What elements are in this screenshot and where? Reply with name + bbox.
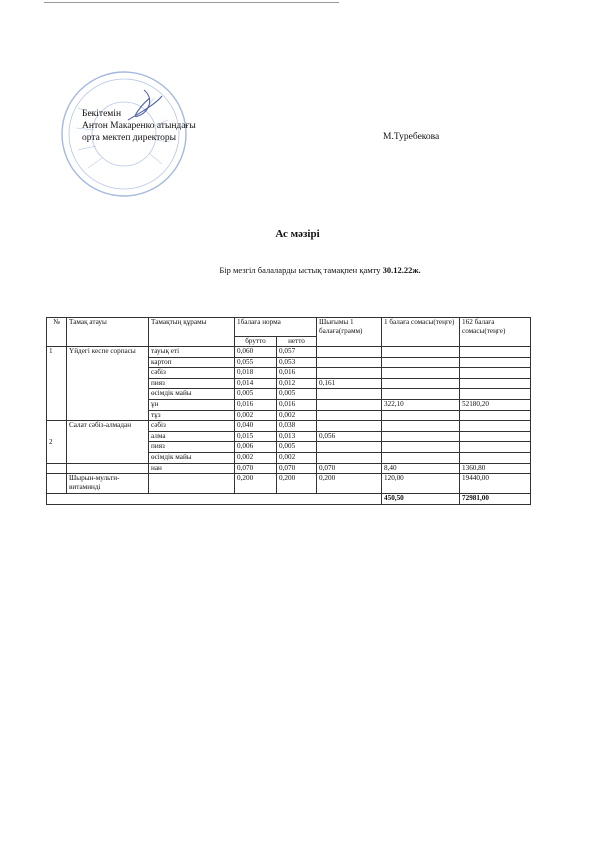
document-subtitle xyxy=(0,265,595,275)
cost1 xyxy=(382,431,460,442)
net: 0,002 xyxy=(277,410,317,421)
cost162 xyxy=(460,347,531,358)
net: 0,200 xyxy=(277,474,317,494)
net: 0,016 xyxy=(277,368,317,379)
menu-table xyxy=(46,317,531,505)
ingredient: өсімдік майы xyxy=(149,389,235,400)
total-row xyxy=(47,494,531,505)
cost162: 19440,00 xyxy=(460,474,531,494)
table-header-row xyxy=(47,318,531,337)
cost1 xyxy=(382,389,460,400)
dish2-no: 2 xyxy=(47,421,67,463)
bread-no-cell xyxy=(47,463,67,474)
cost162 xyxy=(460,431,531,442)
dish1-name: Үйдегі кеспе сорпасы xyxy=(67,347,149,421)
net: 0,005 xyxy=(277,442,317,453)
table-row xyxy=(47,347,531,358)
total-label-cell xyxy=(47,494,382,505)
net: 0,070 xyxy=(277,463,317,474)
cost1 xyxy=(382,410,460,421)
cost162 xyxy=(460,389,531,400)
document-title: Ас мәзірі xyxy=(275,228,320,240)
net: 0,053 xyxy=(277,357,317,368)
ingredient: тауық еті xyxy=(149,347,235,358)
total-cost162: 72981,00 xyxy=(460,494,531,505)
cost1 xyxy=(382,368,460,379)
bread-dish-cell xyxy=(67,463,149,474)
ingredient: картоп xyxy=(149,357,235,368)
gross: 0,005 xyxy=(235,389,277,400)
cost1 xyxy=(382,442,460,453)
output xyxy=(317,399,382,410)
ingredient: нан xyxy=(149,463,235,474)
gross: 0,002 xyxy=(235,452,277,463)
gross: 0,018 xyxy=(235,368,277,379)
output xyxy=(317,368,382,379)
juice-no-cell xyxy=(47,474,67,494)
net: 0,012 xyxy=(277,378,317,389)
approval-line-1: Бекітемін xyxy=(82,109,122,119)
output xyxy=(317,357,382,368)
output xyxy=(317,389,382,400)
cost162: 52180,20 xyxy=(460,399,531,410)
gross: 0,016 xyxy=(235,399,277,410)
juice-ingredient-cell xyxy=(149,474,235,494)
output xyxy=(317,452,382,463)
output xyxy=(317,421,382,432)
output: 0,161 xyxy=(317,378,382,389)
header-cost162: 162 балаға сомасы(теңге) xyxy=(460,318,531,347)
ingredient: пияз xyxy=(149,442,235,453)
approval-block xyxy=(82,108,196,144)
gross: 0,040 xyxy=(235,421,277,432)
output: 0,200 xyxy=(317,474,382,494)
cost1: 322,10 xyxy=(382,399,460,410)
output xyxy=(317,347,382,358)
table-row xyxy=(47,474,531,494)
output xyxy=(317,442,382,453)
gross: 0,070 xyxy=(235,463,277,474)
net: 0,002 xyxy=(277,452,317,463)
ingredient: тұз xyxy=(149,410,235,421)
gross: 0,014 xyxy=(235,378,277,389)
net: 0,013 xyxy=(277,431,317,442)
cost162 xyxy=(460,378,531,389)
ingredient: сәбіз xyxy=(149,421,235,432)
net: 0,005 xyxy=(277,389,317,400)
cost1: 8,40 xyxy=(382,463,460,474)
net: 0,038 xyxy=(277,421,317,432)
header-norm: 1балаға норма xyxy=(235,318,317,337)
cost162 xyxy=(460,357,531,368)
subtitle-date: 30.12.22ж. xyxy=(382,265,421,275)
header-dish: Тамақ атауы xyxy=(67,318,149,347)
gross: 0,006 xyxy=(235,442,277,453)
cost162 xyxy=(460,442,531,453)
approval-line-3: орта мектеп директоры xyxy=(82,133,177,143)
gross: 0,002 xyxy=(235,410,277,421)
net: 0,057 xyxy=(277,347,317,358)
header-gross: брутто xyxy=(235,337,277,347)
ingredient: пияз xyxy=(149,378,235,389)
cost162 xyxy=(460,368,531,379)
cost162: 1360,80 xyxy=(460,463,531,474)
cost162 xyxy=(460,410,531,421)
header-composition: Тамақтың құрамы xyxy=(149,318,235,347)
output: 0,070 xyxy=(317,463,382,474)
approval-line-2: Антон Макаренко атындағы xyxy=(82,121,196,131)
gross: 0,200 xyxy=(235,474,277,494)
cost1 xyxy=(382,357,460,368)
table-row xyxy=(47,421,531,432)
header-cost1: 1 балаға сомасы(теңге) xyxy=(382,318,460,347)
juice-name: Шырын-мульти-витаминді xyxy=(67,474,149,494)
top-rule xyxy=(44,2,339,3)
gross: 0,060 xyxy=(235,347,277,358)
cost162 xyxy=(460,421,531,432)
output: 0,056 xyxy=(317,431,382,442)
gross: 0,015 xyxy=(235,431,277,442)
cost1 xyxy=(382,421,460,432)
cost1 xyxy=(382,378,460,389)
cost1 xyxy=(382,452,460,463)
ingredient: алма xyxy=(149,431,235,442)
cost1: 120,00 xyxy=(382,474,460,494)
total-cost1: 450,50 xyxy=(382,494,460,505)
gross: 0,055 xyxy=(235,357,277,368)
dish1-no: 1 xyxy=(47,347,67,421)
output xyxy=(317,410,382,421)
dish2-name: Салат сәбіз-алмадан xyxy=(67,421,149,463)
header-output: Шығымы 1 балаға(грамм) xyxy=(317,318,382,347)
table-row xyxy=(47,463,531,474)
header-no: № xyxy=(47,318,67,347)
ingredient: сәбіз xyxy=(149,368,235,379)
ingredient: өсімдік майы xyxy=(149,452,235,463)
net: 0,016 xyxy=(277,399,317,410)
header-net: нетто xyxy=(277,337,317,347)
subtitle-text: Бір мезгіл балаларды ыстық тамақпен қамту xyxy=(219,265,381,275)
cost162 xyxy=(460,452,531,463)
ingredient: ұн xyxy=(149,399,235,410)
cost1 xyxy=(382,347,460,358)
signer-name: М.Туребекова xyxy=(383,132,440,142)
